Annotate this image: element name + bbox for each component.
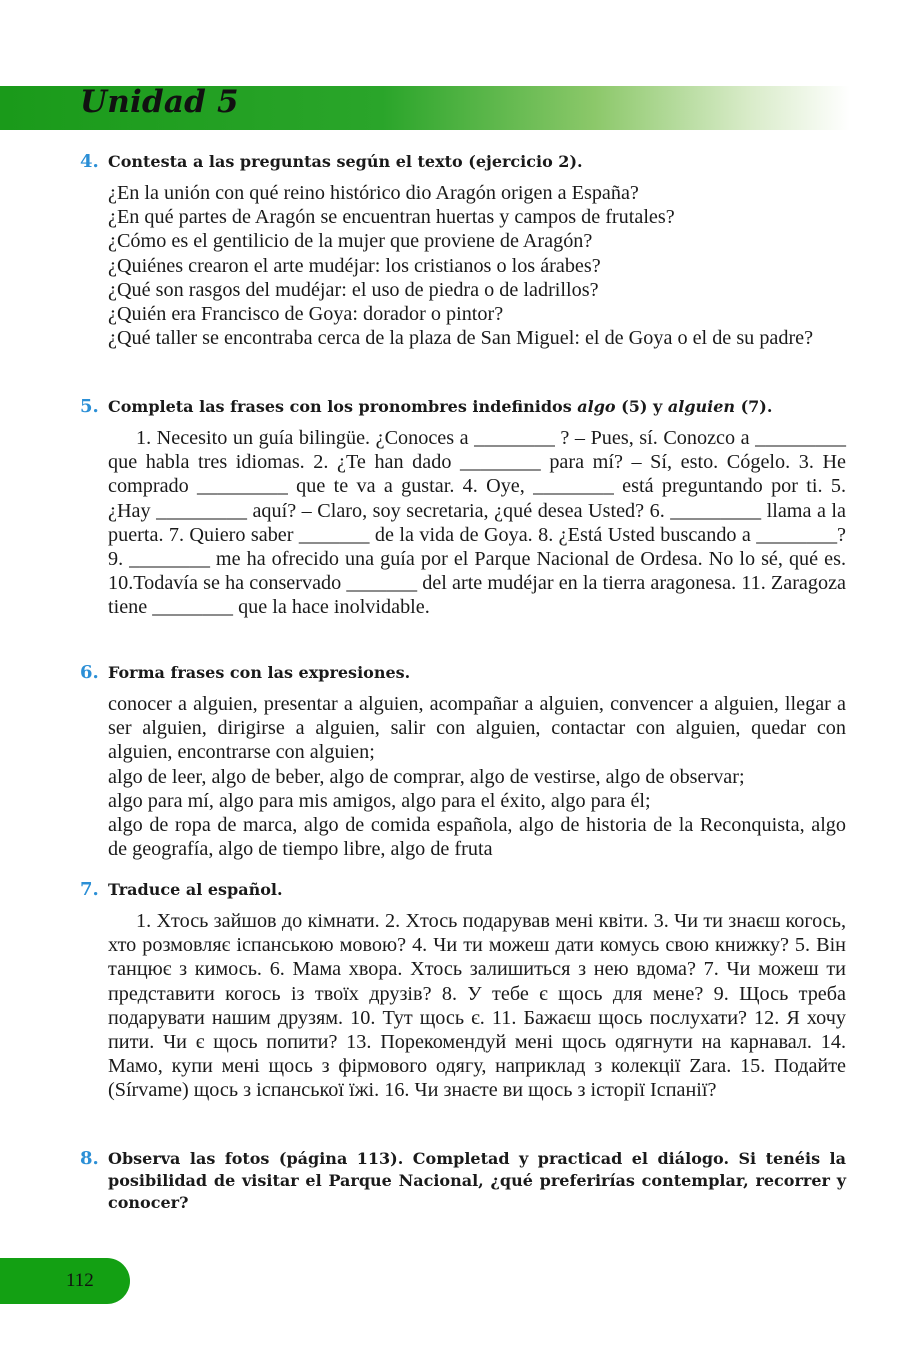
exercise-7 [80, 879, 846, 1103]
exercise-5 [80, 396, 846, 620]
exercise-number: 8. [80, 1148, 99, 1169]
exercise-8 [80, 1148, 846, 1214]
expression-group: algo para mí, algo para mis amigos, algo para el éxito, algo para él; [108, 789, 651, 812]
exercise-instruction: Traduce al español. [108, 880, 283, 899]
exercise-number: 7. [80, 879, 99, 900]
exercise-number: 6. [80, 662, 99, 683]
fill-in-text [108, 426, 846, 620]
exercise-instruction: Observa las fotos (página 113). Completad y practicad el diálogo. Si tenéis la posibilidad de visitar el Parque Nacional, ¿qué preferirías contemplar, recorrer y conocer? [108, 1149, 846, 1212]
question: ¿Qué son rasgos del mudéjar: el uso de piedra o de ladrillos? [108, 278, 599, 301]
exercise-6 [80, 662, 846, 861]
question: ¿Qué taller se encontraba cerca de la plaza de San Miguel: el de Goya o el de su padre? [108, 327, 814, 350]
paragraph: 1. Necesito un guía bilingüe. ¿Conoces a ________ ? – Pues, sí. Conozco a _________ que habla tres idiomas. 2. ¿Te han dado ________ para mí? – Sí, esto. Cógelo. 3. He comprado _________ que te va a gustar. 4. Oye, ________ está preguntando por ti. 5. ¿Hay _________ aquí? – Claro, soy secretaria, ¿qué desea Usted? 6. _________ llama a la puerta. 7. Quiero saber _______ de la vida de Goya. 8. ¿Está Usted buscando a ________? 9. ________ me ha ofrecido una guía por el Parque Nacional de Ordesa. No lo sé, qué es. 10.Todavía se ha conservado _______ del arte mudéjar en la tierra aragonesa. 11. Zaragoza tiene ________ que la hace inolvidable. [108, 427, 846, 619]
expression-group: algo de ropa de marca, algo de comida española, algo de historia de la Reconquista, algo de geografía, algo de tiempo libre, algo de fruta [108, 814, 846, 861]
expression-group: algo de leer, algo de beber, algo de comprar, algo de vestirse, algo de observar; [108, 765, 745, 788]
exercise-4 [80, 151, 846, 350]
expression-list [108, 692, 846, 861]
exercise-instruction: Completa las frases con los pronombres indefinidos algo (5) y alguien (7). [108, 397, 773, 416]
page-number: 112 [66, 1270, 94, 1291]
page-number-tab [0, 1258, 130, 1304]
question: ¿Quiénes crearon el arte mudéjar: los cristianos o los árabes? [108, 254, 601, 277]
paragraph: 1. Хтось зайшов до кімнати. 2. Хтось подарував мені квіти. 3. Чи ти знаєш когось, хто розмовляє іспанською мовою? 4. Чи ти можеш дати комусь свою книжку? 5. Він танцює з кимось. 6. Мама хвора. Хтось залишиться з нею вдома? 7. Чи можеш ти представити когось із твоїх друзів? 8. У тебе є щось для мене? 9. Щось треба подарувати нашим друзям. 10. Тут щось є. 11. Бажаєш щось послухати? 12. Я хочу пити. Чи є щось попити? 13. Порекомендуй мені щось одягнути на карнавал. 14. Мамо, купи мені щось з фірмового одягу, наприклад з колекції Zara. 15. Подайте (Sírvame) щось з іспанської їжі. 16. Чи знаєте ви щось з історії Іспанії? [108, 910, 846, 1102]
exercise-instruction: Contesta a las preguntas según el texto (ejercicio 2). [108, 152, 583, 171]
exercise-instruction: Forma frases con las expresiones. [108, 663, 411, 682]
question: ¿Quién era Francisco de Goya: dorador o pintor? [108, 303, 504, 326]
exercise-number: 5. [80, 396, 99, 417]
question: ¿Cómo es el gentilicio de la mujer que proviene de Aragón? [108, 230, 593, 253]
question: ¿En qué partes de Aragón se encuentran huertas y campos de frutales? [108, 206, 675, 229]
question-list [108, 181, 846, 350]
exercise-number: 4. [80, 151, 99, 172]
unit-title: Unidad 5 [80, 84, 239, 120]
question: ¿En la unión con qué reino histórico dio Aragón origen a España? [108, 182, 639, 204]
expression-group: conocer a alguien, presentar a alguien, acompañar a alguien, convencer a alguien, llegar a ser alguien, dirigirse a alguien, salir con alguien, contactar con alguien, quedar con alguien, encontrarse con alguien; [108, 693, 846, 764]
translation-text [108, 909, 846, 1103]
